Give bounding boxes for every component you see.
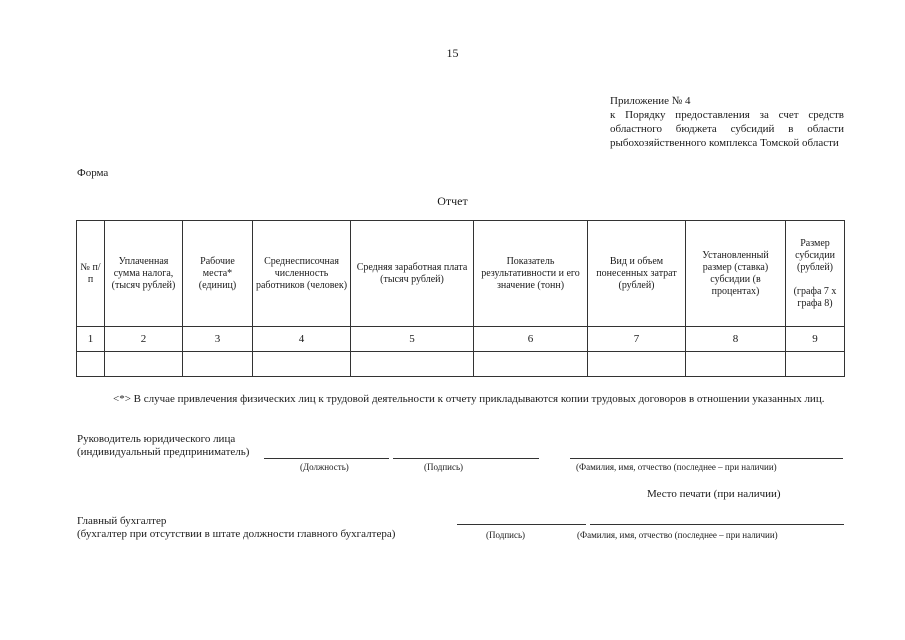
appendix-block (610, 94, 844, 150)
table-header-cell: № п/п (77, 221, 105, 327)
table-header-cell: Среднесписочная численность работников (человек) (253, 221, 351, 327)
table-header-note: (графа 7 х графа 8) (793, 285, 837, 309)
column-number: 4 (253, 327, 351, 352)
stamp-place: Место печати (при наличии) (647, 488, 781, 500)
page-number: 15 (446, 46, 459, 60)
table-cell[interactable] (351, 352, 474, 377)
table-cell[interactable] (105, 352, 183, 377)
column-number: 9 (786, 327, 845, 352)
form-label: Форма (77, 167, 109, 179)
director-name-line[interactable] (570, 458, 843, 459)
report-title: Отчет (437, 194, 468, 208)
table-header-cell: Вид и объем понесенных затрат (рублей) (588, 221, 686, 327)
column-number: 2 (105, 327, 183, 352)
director-block (77, 433, 249, 459)
column-number: 7 (588, 327, 686, 352)
table-header-cell: Средняя заработная плата (тысяч рублей) (351, 221, 474, 327)
director-position-line[interactable] (264, 458, 389, 459)
caption-name: (Фамилия, имя, отчество (последнее – при наличии) (577, 530, 778, 540)
accountant-signature-line[interactable] (457, 524, 586, 525)
table-empty-row (77, 352, 845, 377)
table-header-cell (786, 221, 845, 327)
accountant-name-line[interactable] (590, 524, 844, 525)
accountant-block (77, 515, 395, 541)
table-header-cell: Рабочие места* (единиц) (183, 221, 253, 327)
accountant-title: Главный бухгалтер (77, 515, 167, 527)
table-cell[interactable] (183, 352, 253, 377)
appendix-body: к Порядку предоставления за счет средств областного бюджета субсидий в области рыбохозяйственного комплекса Томской области (610, 109, 844, 149)
footnote: <*> В случае привлечения физических лиц к трудовой деятельности к отчету прикладываются копии трудовых договоров в отношении указанных лиц. (113, 393, 825, 405)
table-cell[interactable] (786, 352, 845, 377)
director-subtitle: (индивидуальный предприниматель) (77, 446, 250, 458)
table-cell[interactable] (474, 352, 588, 377)
table-header-row (77, 221, 845, 327)
accountant-subtitle: (бухгалтер при отсутствии в штате должности главного бухгалтера) (77, 528, 396, 540)
column-number: 6 (474, 327, 588, 352)
director-title: Руководитель юридического лица (77, 433, 236, 445)
table-header-cell: Установленный размер (ставка) субсидии (в процентах) (686, 221, 786, 327)
table-cell[interactable] (253, 352, 351, 377)
table-header-text: Размер субсидии (рублей) (795, 237, 835, 273)
table-cell[interactable] (77, 352, 105, 377)
caption-signature: (Подпись) (486, 530, 526, 540)
column-number: 8 (686, 327, 786, 352)
caption-name: (Фамилия, имя, отчество (последнее – при наличии) (576, 462, 777, 472)
caption-position: (Должность) (300, 462, 349, 472)
caption-signature: (Подпись) (424, 462, 464, 472)
column-number: 3 (183, 327, 253, 352)
table-cell[interactable] (686, 352, 786, 377)
director-signature-line[interactable] (393, 458, 539, 459)
table-number-row (77, 327, 845, 352)
column-number: 1 (77, 327, 105, 352)
table-header-cell: Уплаченная сумма налога, (тысяч рублей) (105, 221, 183, 327)
table-cell[interactable] (588, 352, 686, 377)
report-table (76, 220, 845, 377)
table-header-cell: Показатель результативности и его значение (тонн) (474, 221, 588, 327)
appendix-title: Приложение № 4 (610, 95, 691, 107)
column-number: 5 (351, 327, 474, 352)
